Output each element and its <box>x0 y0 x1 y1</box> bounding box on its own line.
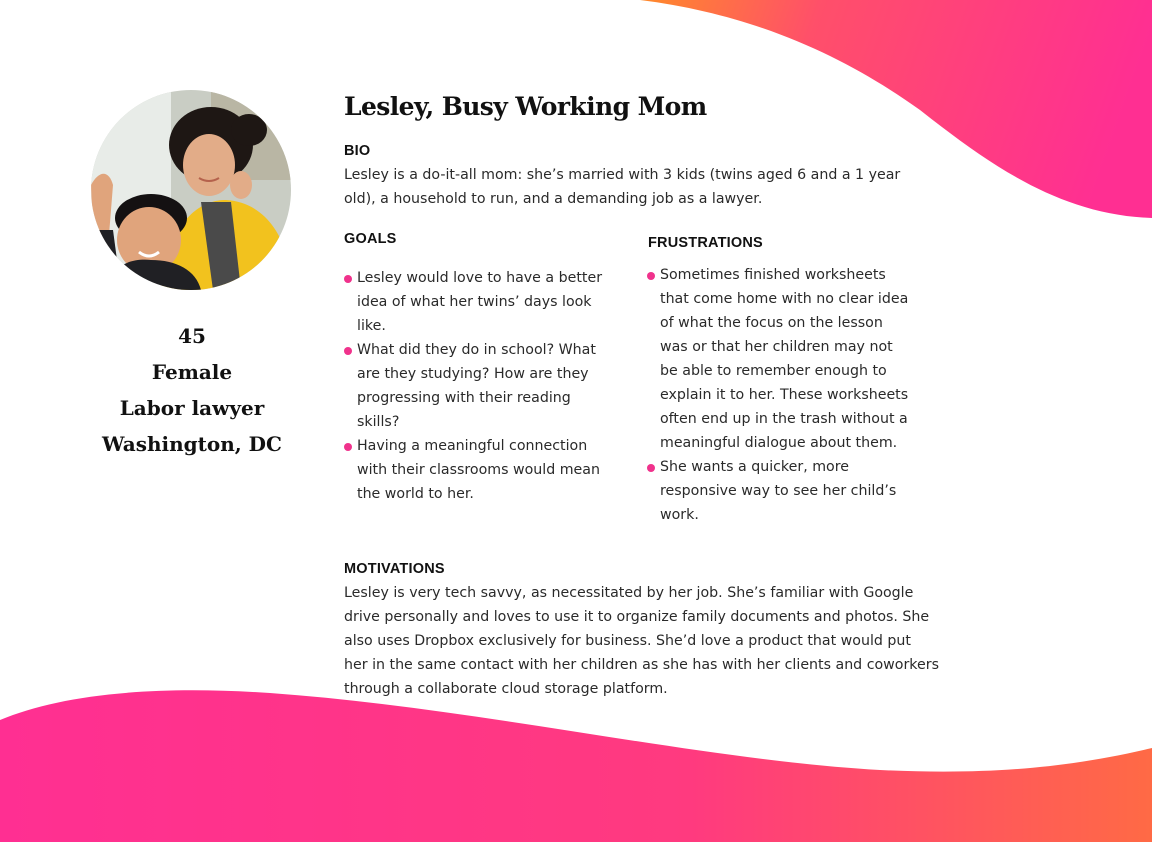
bullet-dot <box>344 347 352 355</box>
frustrations-list <box>647 263 909 527</box>
persona-facts <box>92 318 292 462</box>
bullet-dot <box>647 272 655 280</box>
list-item <box>344 434 616 506</box>
bullet-dot <box>344 443 352 451</box>
persona-location: Washington, DC <box>102 432 282 456</box>
persona-photo <box>91 90 291 290</box>
motivations-text: Lesley is very tech savvy, as necessitated by her job. She’s familiar with Google drive personally and loves to use it to organize family documents and photos. She also uses Dropbox exclusively for business. She’d love a product that would put her in the same contact with her children as she has with her clients and coworkers through a collaborate cloud storage platform. <box>344 585 939 697</box>
list-item <box>647 263 909 455</box>
bullet-dot <box>647 464 655 472</box>
goals-heading: GOALS <box>344 231 397 247</box>
list-item <box>344 266 616 338</box>
persona-photo-illustration <box>91 90 291 290</box>
list-item <box>647 455 909 527</box>
bio-heading: BIO <box>344 143 371 159</box>
bio-text: Lesley is a do-it-all mom: she’s married with 3 kids (twins aged 6 and a 1 year old), a household to run, and a demanding job as a lawyer. <box>344 167 901 207</box>
goal-text: Lesley would love to have a better idea of what her twins’ days look like. <box>357 270 603 334</box>
persona-occupation: Labor lawyer <box>119 396 265 420</box>
frustration-text: She wants a quicker, more responsive way to see her child’s work. <box>660 459 897 523</box>
persona-gender: Female <box>151 360 233 384</box>
bottom-wave <box>0 690 1152 842</box>
motivations-heading: MOTIVATIONS <box>344 561 445 577</box>
bullet-dot <box>344 275 352 283</box>
list-item <box>344 338 616 434</box>
goal-text: What did they do in school? What are they studying? How are they progressing with their reading skills? <box>357 342 596 430</box>
page-title: Lesley, Busy Working Mom <box>344 92 707 121</box>
frustrations-heading: FRUSTRATIONS <box>648 235 763 251</box>
frustration-text: Sometimes finished worksheets that come home with no clear idea of what the focus on the lesson was or that her children may not be able to remember enough to explain it to her. These worksheets often end up in the trash without a meaningful dialogue about them. <box>660 267 909 451</box>
goals-list <box>344 266 616 506</box>
persona-age: 45 <box>178 324 206 348</box>
goal-text: Having a meaningful connection with their classrooms would mean the world to her. <box>357 438 600 502</box>
